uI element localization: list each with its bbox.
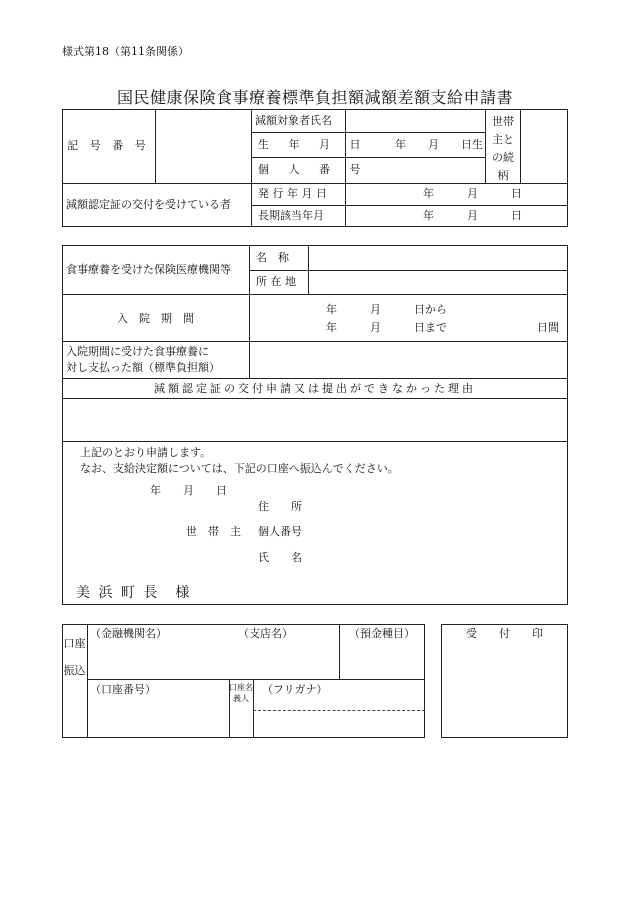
target-name-label: 減額対象者氏名	[255, 114, 332, 127]
birthdate-value[interactable]: 年 月 日生	[395, 138, 483, 151]
institution-name-label: 名 称	[256, 251, 289, 264]
transfer-label: 口座振込	[63, 637, 86, 677]
householder-label: 世 帯 主	[186, 525, 241, 538]
record-number-field[interactable]	[156, 110, 250, 182]
householder-name-label: 氏 名	[258, 551, 302, 564]
householder-personal-number-label: 個人番号	[258, 525, 302, 538]
reason-label: 減額認定証の交付申請又は提出ができなかった理由	[154, 382, 476, 395]
receipt-stamp-label: 受 付 印	[466, 627, 543, 640]
admission-from[interactable]: 年 月 日から	[326, 303, 447, 316]
declaration-line-2: なお、支給決定額については、下記の口座へ振込んでください。	[80, 462, 399, 475]
paid-amount-label-1: 入院期間に受けた食事療養に	[66, 345, 209, 358]
birthdate-label: 生 年 月 日	[258, 138, 369, 151]
form-number: 様式第18（第11条関係）	[62, 45, 189, 58]
paid-amount-label-2: 対し支払った額（標準負担額）	[66, 361, 220, 374]
relationship-label: 世帯主との続柄	[492, 115, 514, 182]
relationship-field[interactable]	[521, 110, 567, 182]
bank-name-label: （金融機関名）	[90, 627, 167, 640]
bank-branch-field[interactable]	[88, 642, 338, 678]
paid-amount-field[interactable]	[250, 342, 567, 377]
form-title: 国民健康保険食事療養標準負担額減額差額支給申請書	[116, 88, 513, 107]
account-holder-label: 口座名義人	[229, 683, 253, 703]
addressee: 美 浜 町 長 様	[76, 585, 192, 601]
account-holder-name-field[interactable]	[254, 711, 424, 737]
long-term-label: 長期該当年月	[258, 209, 324, 222]
declaration-line-1: 上記のとおり申請します。	[80, 446, 212, 459]
institution-name-field[interactable]	[309, 246, 567, 269]
institution-address-field[interactable]	[309, 271, 567, 293]
admission-period-label: 入 院 期 間	[117, 312, 194, 325]
account-number-field[interactable]	[88, 698, 228, 737]
institution-label: 食事療養を受けた保険医療機関等	[66, 263, 231, 276]
reason-field[interactable]	[63, 399, 567, 440]
deposit-type-label: （預金種目）	[349, 627, 415, 640]
householder-address-label: 住 所	[258, 500, 302, 513]
deposit-type-field[interactable]	[340, 642, 424, 678]
branch-label: （支店名）	[238, 627, 293, 640]
issue-date-label: 発 行 年 月 日	[258, 187, 327, 200]
issue-date-value[interactable]: 年 月 日	[423, 187, 522, 200]
record-number-label: 記 号 番 号	[67, 139, 150, 152]
account-number-label: （口座番号）	[90, 683, 156, 696]
furigana-label: （フリガナ）	[262, 683, 328, 696]
institution-address-label: 所 在 地	[256, 275, 296, 288]
certificate-holder-label: 減額認定証の交付を受けている者	[66, 198, 231, 211]
personal-number-field[interactable]	[346, 158, 484, 182]
admission-days[interactable]: 日間	[537, 321, 559, 334]
long-term-value[interactable]: 年 月 日	[423, 209, 522, 222]
application-date[interactable]: 年 月 日	[150, 484, 227, 497]
admission-to[interactable]: 年 月 日まで	[326, 321, 447, 334]
target-name-field[interactable]	[346, 110, 484, 131]
personal-number-label: 個 人 番 号	[258, 163, 369, 176]
